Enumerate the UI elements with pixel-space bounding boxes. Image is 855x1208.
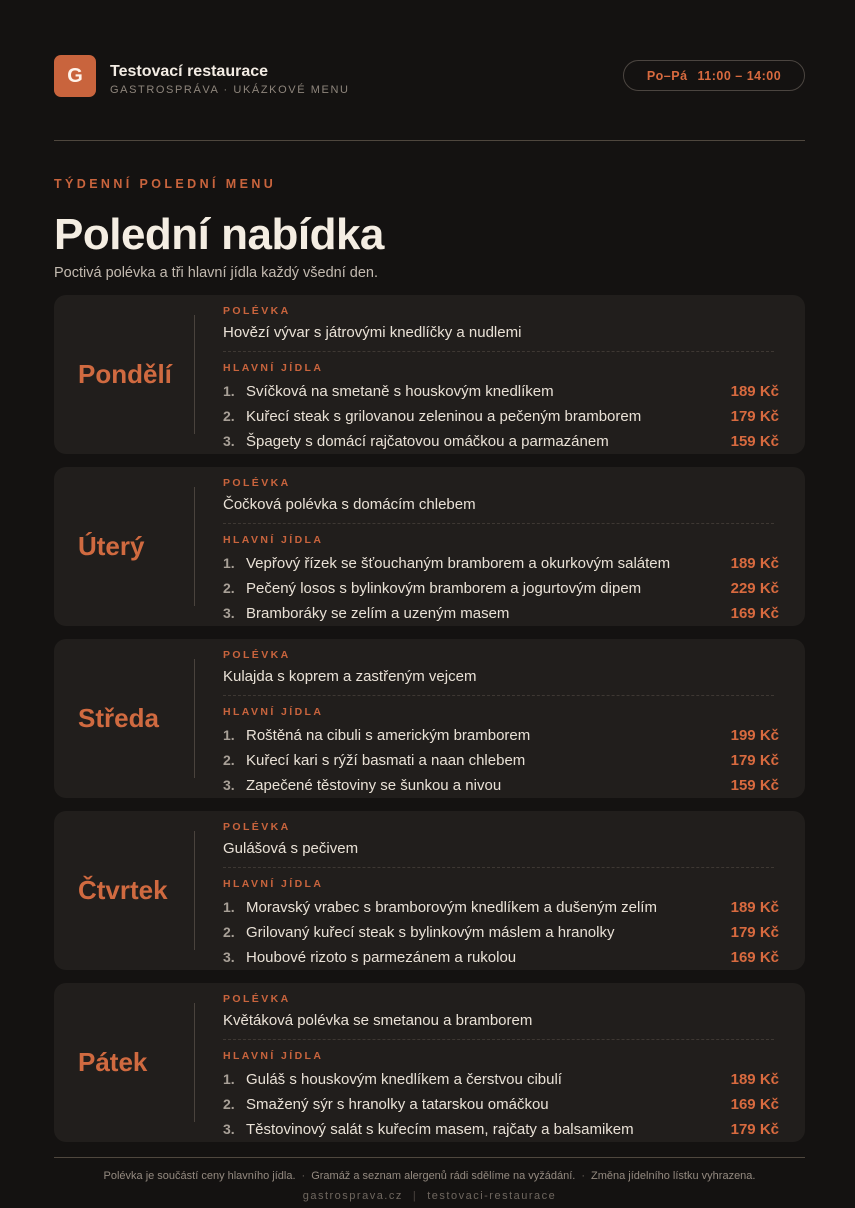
dish-price: 179 Kč	[730, 1121, 779, 1138]
dish-text: Moravský vrabec s bramborovým knedlíkem a dušeným zelím	[246, 899, 657, 916]
dish-price: 169 Kč	[730, 1096, 779, 1113]
list-item	[223, 433, 779, 455]
dashed-divider	[223, 1039, 774, 1040]
soup-label: POLÉVKA	[223, 993, 291, 1005]
dish-text: Těstovinový salát s kuřecím masem, rajčaty a balsamikem	[246, 1121, 634, 1138]
dish-number: 1.	[223, 1071, 235, 1087]
dish-text: Roštěná na cibuli s americkým bramborem	[246, 727, 531, 744]
day-name: Pondělí	[78, 359, 172, 389]
list-item	[223, 777, 779, 799]
list-item	[223, 580, 779, 602]
footer-link-website[interactable]: gastrosprava.cz	[302, 1190, 403, 1202]
dish-number: 1.	[223, 727, 235, 743]
day-divider	[194, 659, 195, 778]
dish-text: Kuřecí kari s rýží basmati a naan chlebem	[246, 752, 526, 769]
dish-text: Smažený sýr s hranolky a tatarskou omáčkou	[246, 1096, 549, 1113]
list-item	[223, 924, 779, 946]
dish-text: Špagety s domácí rajčatovou omáčkou a parmazánem	[246, 433, 609, 450]
dish-price: 189 Kč	[730, 1071, 779, 1088]
logo-icon: G	[54, 55, 96, 97]
list-item	[223, 408, 779, 430]
opening-hours-badge	[623, 60, 805, 91]
dish-text: Grilovaný kuřecí steak s bylinkovým máslem a hranolky	[246, 924, 615, 941]
list-item	[223, 899, 779, 921]
footer-separator: ·	[301, 1170, 306, 1182]
hours-days: Po–Pá	[646, 68, 688, 83]
dish-number: 3.	[223, 1121, 235, 1137]
dish-price: 169 Kč	[730, 605, 779, 622]
dish-text: Vepřový řízek se šťouchaným bramborem a okurkovým salátem	[246, 555, 671, 572]
list-item	[223, 605, 779, 627]
day-divider	[194, 831, 195, 950]
mains-label: HLAVNÍ JÍDLA	[223, 878, 324, 890]
soup-label: POLÉVKA	[223, 305, 291, 317]
day-name: Středa	[78, 703, 159, 733]
footer-note: Změna jídelního lístku vyhrazena.	[591, 1170, 756, 1182]
footer-divider	[54, 1157, 805, 1158]
dish-text: Guláš s houskovým knedlíkem a čerstvou cibulí	[246, 1071, 562, 1088]
dish-number: 2.	[223, 408, 235, 424]
page-title: Polední nabídka	[54, 210, 384, 259]
dish-price: 159 Kč	[730, 777, 779, 794]
header	[54, 55, 805, 99]
footer-separator: ·	[581, 1170, 585, 1182]
list-item	[223, 1071, 779, 1093]
soup-label: POLÉVKA	[223, 477, 291, 489]
dish-price: 179 Kč	[730, 752, 779, 769]
footer-notes	[54, 1170, 805, 1182]
list-item	[223, 752, 779, 774]
page-subtitle: Poctivá polévka a tři hlavní jídla každý všední den.	[54, 265, 379, 281]
dashed-divider	[223, 523, 774, 524]
footer-link-handle[interactable]: testovaci-restaurace	[427, 1190, 557, 1202]
dish-price: 179 Kč	[730, 408, 779, 425]
dish-price: 199 Kč	[730, 727, 779, 744]
dish-price: 229 Kč	[730, 580, 779, 597]
footer-links	[54, 1190, 805, 1202]
dish-text: Kuřecí steak s grilovanou zeleninou a pečeným bramborem	[246, 408, 642, 425]
mains-label: HLAVNÍ JÍDLA	[223, 706, 324, 718]
dish-text: Zapečené těstoviny se šunkou a nivou	[246, 777, 502, 794]
dish-price: 189 Kč	[730, 899, 779, 916]
dish-number: 1.	[223, 555, 235, 571]
restaurant-name: Testovací restaurace	[110, 63, 269, 80]
day-card-thursday	[54, 811, 805, 970]
day-divider	[194, 1003, 195, 1122]
dish-number: 3.	[223, 433, 235, 449]
list-item	[223, 727, 779, 749]
list-item	[223, 949, 779, 971]
mains-label: HLAVNÍ JÍDLA	[223, 362, 324, 374]
dish-number: 2.	[223, 924, 235, 940]
dish-price: 159 Kč	[730, 433, 779, 450]
soup-text: Gulášová s pečivem	[223, 840, 359, 857]
day-name: Čtvrtek	[78, 875, 168, 905]
day-name: Úterý	[78, 531, 145, 561]
hours-time: 11:00 – 14:00	[697, 68, 782, 83]
dashed-divider	[223, 867, 774, 868]
dish-number: 1.	[223, 383, 235, 399]
dashed-divider	[223, 695, 774, 696]
dish-price: 169 Kč	[730, 949, 779, 966]
dish-price: 179 Kč	[730, 924, 779, 941]
dish-price: 189 Kč	[730, 383, 779, 400]
list-item	[223, 1096, 779, 1118]
mains-label: HLAVNÍ JÍDLA	[223, 534, 324, 546]
dish-number: 2.	[223, 1096, 235, 1112]
soup-label: POLÉVKA	[223, 821, 291, 833]
day-divider	[194, 487, 195, 606]
soup-text: Čočková polévka s domácím chlebem	[223, 496, 476, 513]
brand-subtitle: GASTROSPRÁVA · UKÁZKOVÉ MENU	[110, 84, 350, 96]
dish-number: 3.	[223, 777, 235, 793]
dish-number: 3.	[223, 605, 235, 621]
footer-separator: |	[412, 1190, 418, 1202]
soup-text: Květáková polévka se smetanou a bramborem	[223, 1012, 533, 1029]
footer-note: Gramáž a seznam alergenů rádi sdělíme na vyžádání.	[311, 1170, 576, 1182]
soup-text: Hovězí vývar s játrovými knedlíčky a nudlemi	[223, 324, 522, 341]
soup-label: POLÉVKA	[223, 649, 291, 661]
day-card-wednesday	[54, 639, 805, 798]
section-eyebrow: TÝDENNÍ POLEDNÍ MENU	[54, 177, 277, 191]
dish-number: 2.	[223, 752, 235, 768]
day-card-friday	[54, 983, 805, 1142]
dish-price: 189 Kč	[730, 555, 779, 572]
dish-text: Svíčková na smetaně s houskovým knedlíkem	[246, 383, 554, 400]
dish-text: Bramboráky se zelím a uzeným masem	[246, 605, 510, 622]
dish-text: Houbové rizoto s parmezánem a rukolou	[246, 949, 517, 966]
day-card-tuesday	[54, 467, 805, 626]
dish-text: Pečený losos s bylinkovým bramborem a jogurtovým dipem	[246, 580, 642, 597]
header-divider	[54, 140, 805, 141]
list-item	[223, 555, 779, 577]
dish-number: 3.	[223, 949, 235, 965]
day-name: Pátek	[78, 1047, 148, 1077]
dish-number: 1.	[223, 899, 235, 915]
day-divider	[194, 315, 195, 434]
day-card-monday	[54, 295, 805, 454]
soup-text: Kulajda s koprem a zastřeným vejcem	[223, 668, 477, 685]
list-item	[223, 1121, 779, 1143]
list-item	[223, 383, 779, 405]
dashed-divider	[223, 351, 774, 352]
mains-label: HLAVNÍ JÍDLA	[223, 1050, 324, 1062]
dish-number: 2.	[223, 580, 235, 596]
footer-note: Polévka je součástí ceny hlavního jídla.	[103, 1170, 296, 1182]
